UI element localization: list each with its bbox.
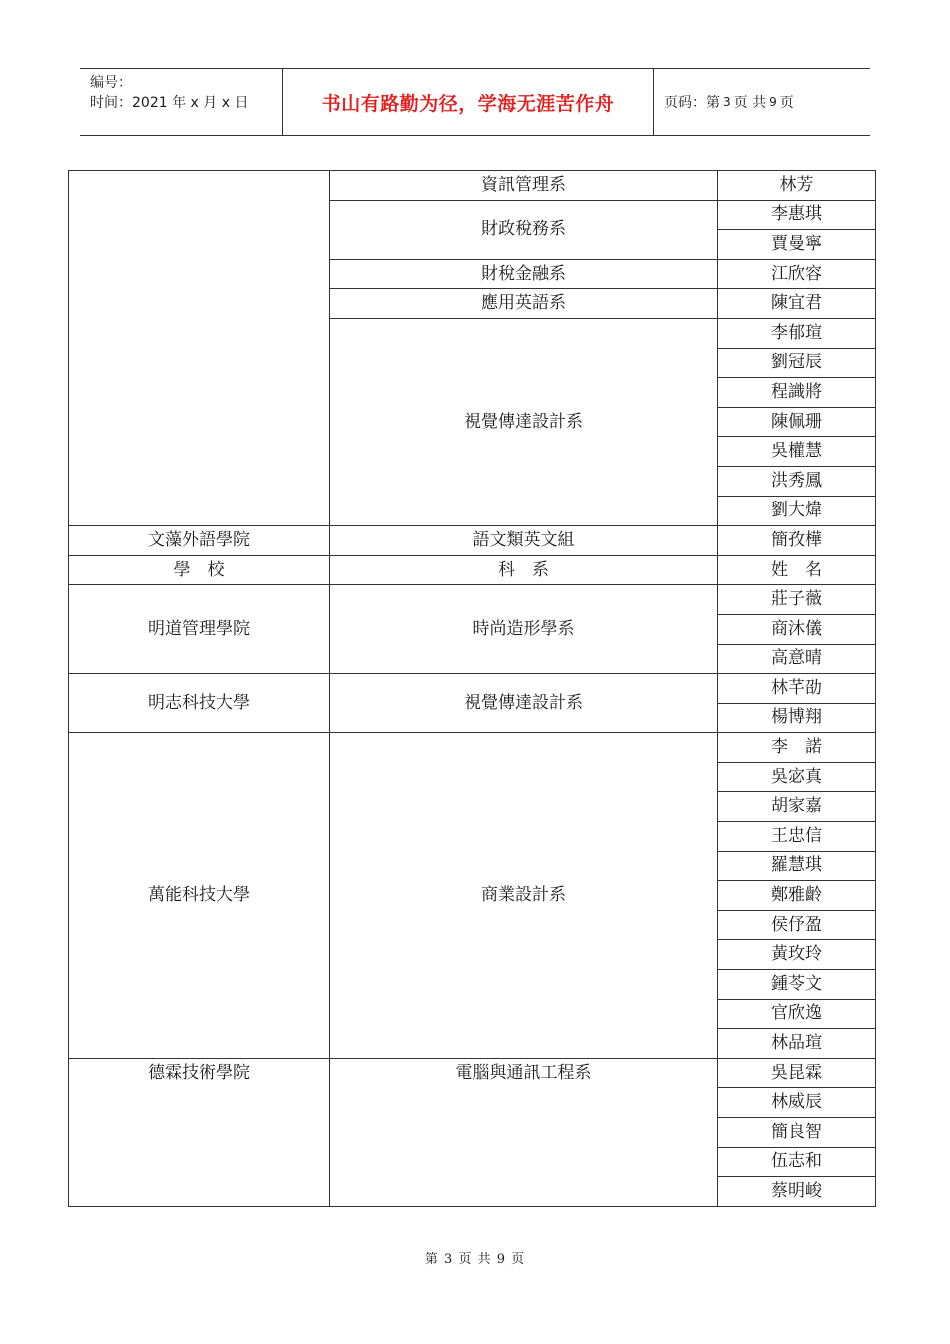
name-cell: 侯伃盈 — [718, 910, 876, 940]
name-cell: 鍾苓文 — [718, 970, 876, 1000]
name-cell: 林品瑄 — [718, 1029, 876, 1059]
name-cell: 陳佩珊 — [718, 407, 876, 437]
table-row — [69, 171, 876, 201]
school-cell: 明道管理學院 — [69, 585, 330, 674]
column-header-school: 學 校 — [69, 555, 330, 585]
name-cell: 楊博翔 — [718, 703, 876, 733]
name-cell: 吳權慧 — [718, 437, 876, 467]
table-row — [69, 1058, 876, 1088]
name-cell: 商沐儀 — [718, 614, 876, 644]
dept-cell: 財政稅務系 — [330, 200, 718, 259]
column-header-name: 姓 名 — [718, 555, 876, 585]
table-header-row — [69, 555, 876, 585]
school-cell: 萬能科技大學 — [69, 733, 330, 1059]
name-cell: 江欣容 — [718, 259, 876, 289]
header-page-number — [654, 69, 870, 135]
dept-cell: 語文類英文組 — [330, 526, 718, 556]
name-cell: 劉大煒 — [718, 496, 876, 526]
name-cell: 劉冠辰 — [718, 348, 876, 378]
name-cell: 胡家嘉 — [718, 792, 876, 822]
page-header — [80, 68, 870, 136]
name-cell: 吳宓真 — [718, 762, 876, 792]
header-meta — [80, 69, 282, 135]
dept-cell: 視覺傳達設計系 — [330, 674, 718, 733]
name-cell: 程識將 — [718, 378, 876, 408]
name-cell: 林威辰 — [718, 1088, 876, 1118]
name-cell: 賈曼寧 — [718, 230, 876, 260]
column-header-dept: 科 系 — [330, 555, 718, 585]
school-cell: 德霖技術學院 — [69, 1058, 330, 1206]
dept-cell: 電腦與通訊工程系 — [330, 1058, 718, 1206]
page-total: 9 — [769, 95, 777, 109]
header-motto: 书山有路勤为径，学海无涯苦作舟 — [282, 69, 654, 135]
dept-cell: 商業設計系 — [330, 733, 718, 1059]
name-cell: 黃玫玲 — [718, 940, 876, 970]
name-cell: 李 諾 — [718, 733, 876, 763]
dept-cell: 時尚造形學系 — [330, 585, 718, 674]
name-cell: 莊子薇 — [718, 585, 876, 615]
time-label: 时间：2021 年 x 月 x 日 — [90, 95, 249, 111]
dept-cell: 資訊管理系 — [330, 171, 718, 201]
name-cell: 王忠信 — [718, 822, 876, 852]
name-cell: 高意晴 — [718, 644, 876, 674]
name-cell: 洪秀鳳 — [718, 466, 876, 496]
school-cell: 明志科技大學 — [69, 674, 330, 733]
name-cell: 伍志和 — [718, 1147, 876, 1177]
dept-cell: 財稅金融系 — [330, 259, 718, 289]
student-roster-table — [68, 170, 876, 1207]
school-cell: 文藻外語學院 — [69, 526, 330, 556]
name-cell: 李郁瑄 — [718, 318, 876, 348]
name-cell: 林芊劭 — [718, 674, 876, 704]
name-cell: 簡良智 — [718, 1118, 876, 1148]
name-cell: 林芳 — [718, 171, 876, 201]
dept-cell: 應用英語系 — [330, 289, 718, 319]
name-cell: 李惠琪 — [718, 200, 876, 230]
serial-label: 编号： — [90, 75, 132, 91]
table-row — [69, 674, 876, 704]
dept-cell: 視覺傳達設計系 — [330, 318, 718, 525]
school-cell — [69, 171, 330, 526]
table-row — [69, 585, 876, 615]
name-cell: 陳宜君 — [718, 289, 876, 319]
page-suffix: 页 — [779, 95, 794, 111]
name-cell: 蔡明峻 — [718, 1177, 876, 1207]
page-num: 3 — [723, 95, 731, 109]
name-cell: 羅慧琪 — [718, 851, 876, 881]
page-prefix: 页码：第 — [664, 95, 720, 111]
name-cell: 簡孜樺 — [718, 526, 876, 556]
page-mid: 页 共 — [733, 95, 767, 111]
name-cell: 鄭雅齡 — [718, 881, 876, 911]
name-cell: 吳昆霖 — [718, 1058, 876, 1088]
table-row — [69, 733, 876, 763]
name-cell: 官欣逸 — [718, 999, 876, 1029]
page-footer: 第 3 页 共 9 页 — [424, 1252, 526, 1267]
table-row — [69, 526, 876, 556]
